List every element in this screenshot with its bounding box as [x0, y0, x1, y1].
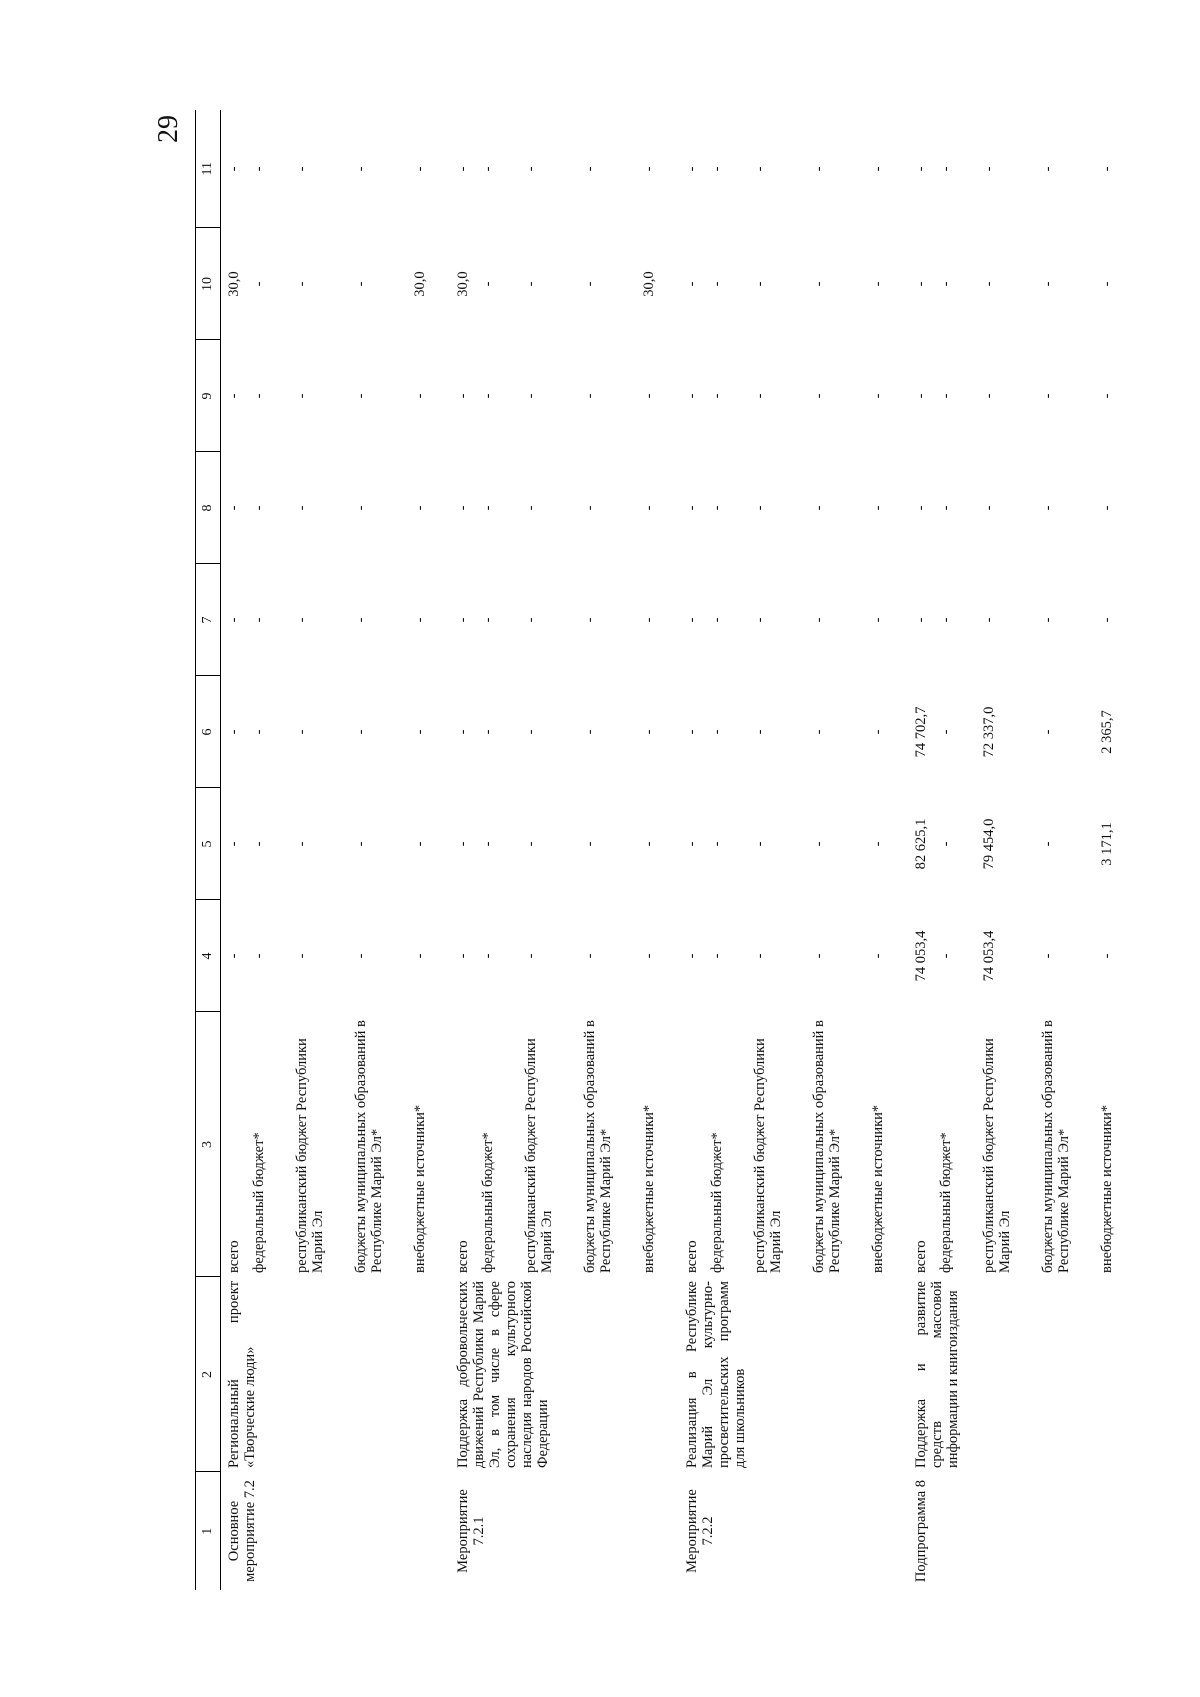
column-header: 11: [196, 110, 221, 228]
value-cell: -: [294, 166, 310, 172]
value-cell: -: [709, 505, 725, 511]
value-cell: -: [641, 393, 657, 399]
value-cell: 72 337,0: [981, 706, 997, 758]
funding-source: федеральный бюджет*: [938, 1132, 954, 1273]
value-cell: -: [684, 729, 700, 735]
program-code: Подпрограмма 8: [913, 1479, 929, 1583]
value-cell: -: [981, 281, 997, 287]
funding-source: республиканский бюджет Республики Марий Эл: [523, 1038, 555, 1273]
value-cell: -: [353, 505, 369, 511]
column-header: 1: [196, 1472, 221, 1590]
table-row: [908, 110, 933, 1590]
value-cell: -: [523, 617, 539, 623]
value-cell: -: [870, 393, 886, 399]
value-cell: -: [870, 953, 886, 959]
funding-source: федеральный бюджет*: [251, 1132, 267, 1273]
value-cell: 2 365,7: [1099, 710, 1115, 754]
value-cell: -: [709, 953, 725, 959]
column-header: 10: [196, 228, 221, 340]
value-cell: -: [641, 166, 657, 172]
value-cell: -: [938, 281, 954, 287]
value-cell: -: [480, 166, 496, 172]
funding-source: республиканский бюджет Республики Марий Эл: [752, 1038, 784, 1273]
value-cell: -: [251, 281, 267, 287]
table-row: [679, 110, 704, 1590]
value-cell: -: [870, 617, 886, 623]
value-cell: -: [641, 617, 657, 623]
value-cell: -: [480, 505, 496, 511]
column-header: 9: [196, 340, 221, 452]
value-cell: -: [353, 953, 369, 959]
value-cell: -: [938, 953, 954, 959]
value-cell: 79 454,0: [981, 818, 997, 870]
value-cell: -: [455, 841, 471, 847]
funding-source: всего: [226, 1240, 242, 1273]
column-header: 8: [196, 452, 221, 564]
funding-source: бюджеты муниципальных образований в Республике Марий Эл*: [1040, 1020, 1072, 1273]
value-cell: -: [870, 729, 886, 735]
value-cell: -: [870, 166, 886, 172]
table-body: [221, 110, 1138, 1590]
column-header: 2: [196, 1277, 221, 1472]
value-cell: -: [226, 393, 242, 399]
value-cell: -: [641, 841, 657, 847]
program-name: Поддержка и развитие средств массовой информации и книгоиздания: [913, 1281, 961, 1468]
value-cell: -: [455, 505, 471, 511]
value-cell: -: [913, 281, 929, 287]
column-header: 5: [196, 788, 221, 900]
value-cell: 74 053,4: [913, 930, 929, 982]
value-cell: -: [641, 953, 657, 959]
value-cell: -: [294, 953, 310, 959]
value-cell: -: [412, 166, 428, 172]
value-cell: -: [455, 393, 471, 399]
value-cell: -: [913, 505, 929, 511]
value-cell: -: [1040, 166, 1056, 172]
value-cell: -: [412, 953, 428, 959]
value-cell: -: [913, 617, 929, 623]
value-cell: -: [1099, 166, 1115, 172]
value-cell: -: [641, 729, 657, 735]
value-cell: -: [1040, 841, 1056, 847]
value-cell: -: [582, 505, 598, 511]
value-cell: -: [1040, 729, 1056, 735]
value-cell: -: [523, 281, 539, 287]
value-cell: -: [981, 393, 997, 399]
value-cell: -: [684, 166, 700, 172]
value-cell: -: [582, 166, 598, 172]
value-cell: -: [641, 505, 657, 511]
value-cell: -: [938, 841, 954, 847]
value-cell: -: [353, 166, 369, 172]
value-cell: -: [582, 281, 598, 287]
value-cell: -: [752, 505, 768, 511]
value-cell: -: [709, 617, 725, 623]
value-cell: -: [684, 505, 700, 511]
funding-source: республиканский бюджет Республики Марий Эл: [981, 1038, 1013, 1273]
value-cell: -: [684, 953, 700, 959]
value-cell: -: [870, 281, 886, 287]
funding-source: бюджеты муниципальных образований в Республике Марий Эл*: [811, 1020, 843, 1273]
value-cell: -: [523, 841, 539, 847]
column-header: 6: [196, 676, 221, 788]
value-cell: -: [412, 841, 428, 847]
table-row: [221, 110, 247, 1590]
value-cell: -: [455, 953, 471, 959]
value-cell: 30,0: [641, 271, 657, 297]
program-name: Поддержка добровольческих движений Республики Марий Эл, в том числе в сфере сохранения культурного наследия народов Российской Федерации: [455, 1281, 551, 1468]
column-header: 7: [196, 564, 221, 676]
value-cell: -: [251, 953, 267, 959]
value-cell: -: [938, 505, 954, 511]
value-cell: -: [582, 729, 598, 735]
value-cell: -: [582, 841, 598, 847]
value-cell: 74 053,4: [981, 930, 997, 982]
value-cell: -: [412, 393, 428, 399]
value-cell: -: [226, 617, 242, 623]
value-cell: -: [455, 617, 471, 623]
value-cell: -: [684, 281, 700, 287]
value-cell: -: [294, 281, 310, 287]
value-cell: -: [294, 841, 310, 847]
value-cell: -: [811, 953, 827, 959]
page-number: 29: [153, 115, 184, 143]
value-cell: -: [226, 953, 242, 959]
value-cell: -: [226, 841, 242, 847]
value-cell: -: [1099, 617, 1115, 623]
value-cell: -: [684, 617, 700, 623]
value-cell: -: [709, 281, 725, 287]
value-cell: -: [709, 841, 725, 847]
program-code: Мероприятие 7.2.1: [455, 1489, 487, 1573]
value-cell: 82 625,1: [913, 818, 929, 870]
funding-source: федеральный бюджет*: [709, 1132, 725, 1273]
value-cell: -: [1040, 953, 1056, 959]
value-cell: -: [1099, 953, 1115, 959]
value-cell: -: [709, 393, 725, 399]
value-cell: -: [251, 393, 267, 399]
value-cell: -: [752, 166, 768, 172]
funding-source: федеральный бюджет*: [480, 1132, 496, 1273]
value-cell: -: [353, 841, 369, 847]
budget-table: [195, 110, 1137, 1590]
value-cell: -: [938, 617, 954, 623]
value-cell: 74 702,7: [913, 706, 929, 758]
value-cell: -: [1040, 281, 1056, 287]
value-cell: -: [752, 841, 768, 847]
value-cell: -: [582, 953, 598, 959]
value-cell: -: [294, 729, 310, 735]
value-cell: -: [752, 617, 768, 623]
value-cell: -: [913, 166, 929, 172]
value-cell: -: [752, 281, 768, 287]
funding-source: бюджеты муниципальных образований в Республике Марий Эл*: [582, 1020, 614, 1273]
column-number-header: [196, 110, 221, 1590]
value-cell: -: [1099, 505, 1115, 511]
value-cell: -: [251, 729, 267, 735]
value-cell: 30,0: [412, 271, 428, 297]
value-cell: -: [1040, 617, 1056, 623]
value-cell: -: [1099, 393, 1115, 399]
value-cell: -: [412, 729, 428, 735]
value-cell: -: [480, 281, 496, 287]
funding-source: всего: [684, 1240, 700, 1273]
value-cell: -: [1040, 393, 1056, 399]
value-cell: -: [811, 729, 827, 735]
value-cell: -: [251, 841, 267, 847]
value-cell: -: [981, 166, 997, 172]
value-cell: -: [523, 729, 539, 735]
program-code: Основное мероприятие 7.2: [226, 1480, 258, 1582]
value-cell: -: [523, 953, 539, 959]
value-cell: -: [752, 393, 768, 399]
program-name: Реализация в Республике Марий Эл культурно-просветительских программ для школьников: [684, 1281, 748, 1468]
value-cell: -: [523, 166, 539, 172]
value-cell: -: [913, 393, 929, 399]
value-cell: -: [226, 166, 242, 172]
value-cell: -: [981, 505, 997, 511]
value-cell: -: [294, 393, 310, 399]
value-cell: -: [251, 166, 267, 172]
funding-source: всего: [913, 1240, 929, 1273]
value-cell: -: [811, 841, 827, 847]
funding-source: внебюджетные источники*: [870, 1104, 886, 1273]
value-cell: -: [582, 393, 598, 399]
value-cell: -: [811, 393, 827, 399]
value-cell: -: [709, 729, 725, 735]
funding-source: внебюджетные источники*: [412, 1104, 428, 1273]
value-cell: -: [251, 505, 267, 511]
value-cell: -: [870, 841, 886, 847]
value-cell: -: [480, 841, 496, 847]
value-cell: -: [582, 617, 598, 623]
value-cell: -: [981, 617, 997, 623]
value-cell: -: [752, 953, 768, 959]
value-cell: 3 171,1: [1099, 822, 1115, 866]
column-header: 4: [196, 900, 221, 1012]
value-cell: -: [811, 505, 827, 511]
value-cell: -: [523, 505, 539, 511]
value-cell: -: [523, 393, 539, 399]
value-cell: -: [412, 505, 428, 511]
value-cell: -: [412, 617, 428, 623]
value-cell: -: [353, 281, 369, 287]
value-cell: 30,0: [226, 271, 242, 297]
value-cell: 30,0: [455, 271, 471, 297]
value-cell: -: [455, 729, 471, 735]
value-cell: -: [870, 505, 886, 511]
value-cell: -: [1040, 505, 1056, 511]
value-cell: -: [353, 729, 369, 735]
value-cell: -: [480, 393, 496, 399]
funding-source: республиканский бюджет Республики Марий Эл: [294, 1038, 326, 1273]
value-cell: -: [480, 617, 496, 623]
funding-source: бюджеты муниципальных образований в Республике Марий Эл*: [353, 1020, 385, 1273]
value-cell: -: [684, 393, 700, 399]
value-cell: -: [294, 505, 310, 511]
value-cell: -: [480, 729, 496, 735]
value-cell: -: [353, 393, 369, 399]
value-cell: -: [811, 617, 827, 623]
value-cell: -: [938, 166, 954, 172]
program-code: Мероприятие 7.2.2: [684, 1489, 716, 1573]
funding-source: всего: [455, 1240, 471, 1273]
funding-source: внебюджетные источники*: [641, 1104, 657, 1273]
value-cell: -: [455, 166, 471, 172]
value-cell: -: [226, 505, 242, 511]
table-row: [450, 110, 475, 1590]
value-cell: -: [684, 841, 700, 847]
program-name: Региональный проект «Творческие люди»: [226, 1281, 258, 1468]
column-header: 3: [196, 1012, 221, 1277]
value-cell: -: [938, 729, 954, 735]
value-cell: -: [811, 166, 827, 172]
value-cell: -: [226, 729, 242, 735]
value-cell: -: [251, 617, 267, 623]
value-cell: -: [752, 729, 768, 735]
value-cell: -: [294, 617, 310, 623]
value-cell: -: [1099, 281, 1115, 287]
value-cell: -: [811, 281, 827, 287]
rotated-sheet: [150, 110, 1190, 1590]
value-cell: -: [480, 953, 496, 959]
funding-source: внебюджетные источники*: [1099, 1104, 1115, 1273]
value-cell: -: [709, 166, 725, 172]
value-cell: -: [353, 617, 369, 623]
value-cell: -: [938, 393, 954, 399]
